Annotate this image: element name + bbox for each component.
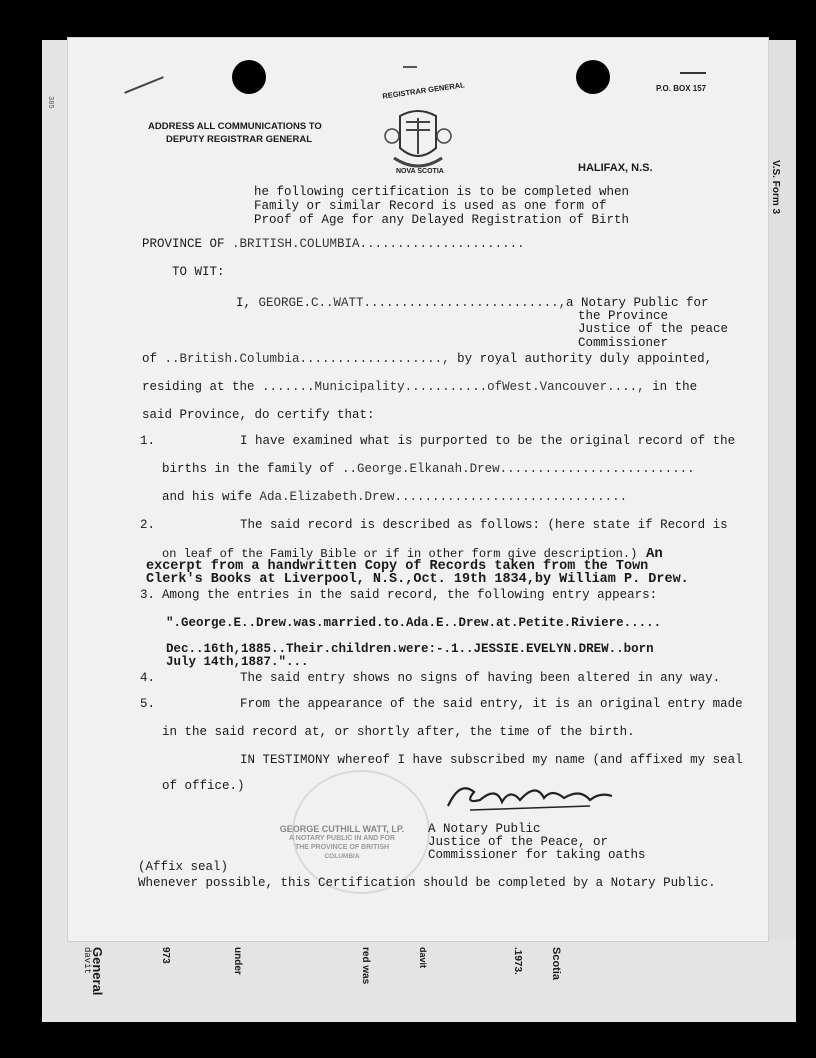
- title-line: a Notary Public for: [566, 296, 709, 310]
- registrar-seal: [370, 80, 466, 188]
- intro-line: he following certification is to be completed when: [254, 185, 630, 199]
- scratch-mark: [403, 66, 417, 68]
- testimony-text: IN TESTIMONY whereof I have subscribed my name (and affixed my seal: [240, 753, 743, 767]
- stamp-text: A NOTARY PUBLIC IN AND FOR: [289, 835, 395, 842]
- bottom-strip-text: davit: [418, 947, 428, 969]
- scratch-mark: [680, 72, 706, 74]
- wife-label: and his wife: [162, 490, 253, 504]
- item-text: Among the entries in the said record, the following entry appears:: [162, 588, 658, 602]
- of-value: ..British.Columbia...................,: [164, 352, 450, 366]
- signer-line: Justice of the Peace, or: [428, 835, 609, 849]
- affix-seal: (Affix seal): [138, 860, 229, 874]
- stamp-text: THE PROVINCE OF BRITISH: [294, 844, 390, 851]
- po-box: P.O. BOX 157: [656, 84, 707, 93]
- title-line: Commissioner: [578, 336, 669, 350]
- stamp-text: GEORGE CUTHILL WATT, LP.: [279, 824, 405, 834]
- in-the: in the: [652, 380, 698, 394]
- wife-value: Ada.Elizabeth.Drew...............................: [259, 490, 628, 504]
- certify-text: said Province, do certify that:: [142, 408, 375, 422]
- i-label: I,: [236, 296, 252, 310]
- signer-line: Commissioner for taking oaths: [428, 848, 646, 862]
- left-margin-number: 385: [46, 96, 54, 109]
- item-number: 2.: [140, 518, 156, 532]
- bottom-strip: [82, 945, 762, 1020]
- side-form-label: V.S. Form 3: [770, 160, 781, 215]
- item-text: on leaf of the Family Bible or if in other form give description.): [162, 547, 638, 561]
- halifax-address: HALIFAX, N.S.: [578, 162, 653, 174]
- bottom-strip-text: red was: [360, 947, 371, 985]
- entry-line: July 14th,1887."...: [166, 655, 309, 669]
- title-line: Justice of the peace: [578, 322, 729, 336]
- residing-value: .......Municipality...........of: [262, 380, 503, 394]
- bottom-strip-text: General: [90, 947, 105, 996]
- bottom-strip-text: Scotia: [550, 947, 562, 981]
- item-text: The said record is described as follows: (here state if Record is: [240, 518, 728, 532]
- province-value: .BRITISH.COLUMBIA......................: [232, 237, 525, 251]
- entry-line: ".George.E..Drew.was.married.to.Ada.E..Drew.at.Petite.Riviere.....: [166, 616, 662, 630]
- bottom-strip-text: .1973.: [512, 947, 523, 975]
- births-label: births in the family of: [162, 462, 335, 476]
- to-wit: TO WIT:: [172, 265, 225, 279]
- stamp-text: COLUMBIA: [324, 853, 360, 860]
- item-text: From the appearance of the said entry, it is an original entry made: [240, 697, 743, 711]
- residing-label: residing at the: [142, 380, 255, 394]
- births-value: ..George.Elkanah.Drew..........................: [342, 462, 695, 476]
- item-text: An: [646, 546, 663, 562]
- bottom-strip-text: davit: [82, 947, 92, 975]
- seal-bottom-text: NOVA SCOTIA: [396, 168, 444, 175]
- item-number: 5.: [140, 697, 156, 711]
- item-text: in the said record at, or shortly after, the time of the birth.: [162, 725, 635, 739]
- royal-text: by royal authority duly appointed,: [457, 352, 713, 366]
- office-text: of office.): [162, 779, 245, 793]
- title-line: the Province: [578, 309, 669, 323]
- residing-value-2: West.Vancouver....,: [502, 380, 645, 394]
- bottom-strip-text: under: [232, 947, 243, 975]
- item-text: The said entry shows no signs of having been altered in any way.: [240, 671, 721, 685]
- address-line-1: ADDRESS ALL COMMUNICATIONS TO: [148, 121, 322, 132]
- notary-name: GEORGE.C..WATT..........................,: [258, 296, 567, 310]
- seal-top-text: REGISTRAR GENERAL: [381, 80, 466, 101]
- intro-line: Family or similar Record is used as one form of: [254, 199, 607, 213]
- item-text: I have examined what is purported to be the original record of the: [240, 434, 736, 448]
- item-number: 3.: [140, 588, 156, 602]
- bottom-strip-text: 973: [160, 947, 171, 964]
- excerpt-line: Clerk's Books at Liverpool, N.S.,Oct. 19th 1834,by William P. Drew.: [146, 572, 689, 587]
- entry-line: Dec..16th,1885..Their.children.were:-.1..JESSIE.EVELYN.DREW..born: [166, 642, 654, 656]
- of-label: of: [142, 352, 158, 366]
- punch-hole: [576, 60, 610, 94]
- whenever-note: Whenever possible, this Certification should be completed by a Notary Public.: [138, 876, 716, 890]
- address-line-2: DEPUTY REGISTRAR GENERAL: [166, 134, 313, 145]
- intro-line: Proof of Age for any Delayed Registration of Birth: [254, 213, 630, 227]
- punch-hole: [232, 60, 266, 94]
- province-label: PROVINCE OF: [142, 237, 225, 251]
- handwritten-signature: [440, 770, 620, 820]
- item-number: 1.: [140, 434, 156, 448]
- item-number: 4.: [140, 671, 156, 685]
- signer-line: A Notary Public: [428, 822, 541, 836]
- excerpt-line: excerpt from a handwritten Copy of Records taken from the Town: [146, 559, 649, 574]
